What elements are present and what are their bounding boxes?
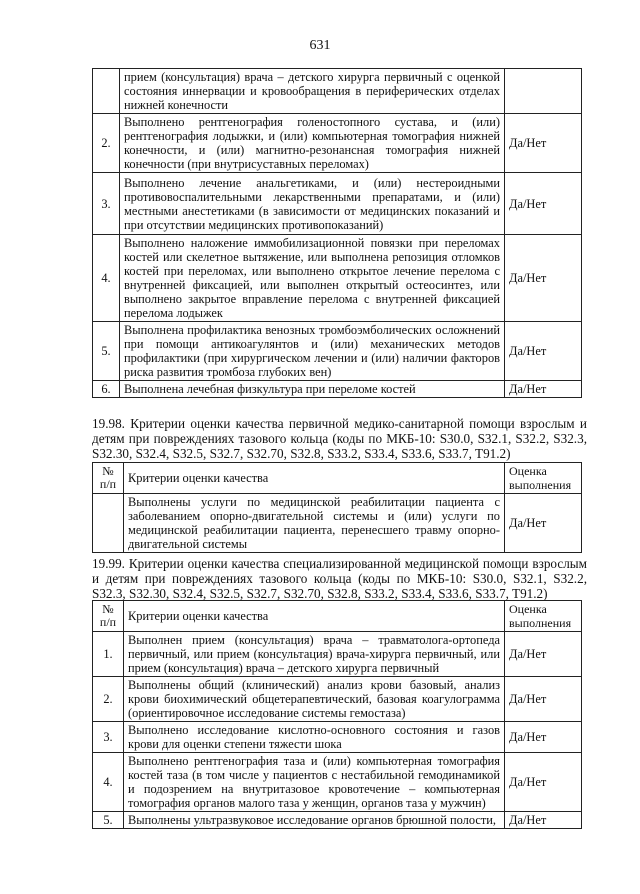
answer-cell: Да/Нет bbox=[505, 753, 582, 812]
row-number: 2. bbox=[93, 114, 120, 173]
column-header-number: № п/п bbox=[93, 463, 124, 494]
column-header-answer: Оценка выполнения bbox=[505, 601, 582, 632]
criterion-text: прием (консультация) врача – детского хирурга первичный с оценкой состояния иннервации и кровообращения в периферических отделах нижней конечности bbox=[120, 69, 505, 114]
table-row bbox=[93, 322, 582, 381]
table-row bbox=[93, 677, 582, 722]
answer-cell: Да/Нет bbox=[505, 322, 582, 381]
table-row bbox=[93, 114, 582, 173]
row-number: 2. bbox=[93, 677, 124, 722]
criterion-text: Выполнены ультразвуковое исследование органов брюшной полости, bbox=[124, 812, 505, 829]
table-row bbox=[93, 69, 582, 114]
answer-cell: Да/Нет bbox=[505, 722, 582, 753]
table-row bbox=[93, 632, 582, 677]
criteria-table-19-99 bbox=[92, 600, 582, 829]
criterion-text: Выполнено рентгенография голеностопного сустава, и (или) рентгенография лодыжки, и (или) компьютерная томография нижней конечности, и (или) магнитно-резонансная томография нижней конечности (при внутрисуставных переломах) bbox=[120, 114, 505, 173]
column-header-answer: Оценка выполнения bbox=[505, 463, 582, 494]
criteria-table-19-98 bbox=[92, 462, 582, 553]
row-number: 3. bbox=[93, 722, 124, 753]
answer-cell: Да/Нет bbox=[505, 173, 582, 235]
answer-cell: Да/Нет bbox=[505, 235, 582, 322]
table-row bbox=[93, 722, 582, 753]
criteria-table-continued bbox=[92, 68, 582, 398]
answer-cell: Да/Нет bbox=[505, 812, 582, 829]
criterion-text: Выполнена профилактика венозных тромбоэмболических осложнений при помощи антикоагулянтов и (или) механических методов профилактики (при хирургическом лечении и (или) наличии факторов риска развития тромбоза глубоких вен) bbox=[120, 322, 505, 381]
row-number: 4. bbox=[93, 235, 120, 322]
row-number: 1. bbox=[93, 632, 124, 677]
answer-cell: Да/Нет bbox=[505, 494, 582, 553]
row-number: 5. bbox=[93, 812, 124, 829]
criterion-text: Выполнено исследование кислотно-основного состояния и газов крови для оценки степени тяжести шока bbox=[124, 722, 505, 753]
table-row bbox=[93, 812, 582, 829]
table-header-row bbox=[93, 463, 582, 494]
section-title-19-98: 19.98. Критерии оценки качества первичной медико-санитарной помощи взрослым и детям при повреждениях тазового кольца (коды по МКБ-10: S30.0, S32.1, S32.2, S32.3, S32.30, S32.4, S32.5, S32.7, S32.70, S32.8, S33.2, S33.4, S33.6, S33.7, T91.2) bbox=[92, 416, 587, 461]
row-number bbox=[93, 69, 120, 114]
criterion-text: Выполнен прием (консультация) врача – травматолога-ортопеда первичный, или прием (консультация) врача-хирурга первичный, или прием (консультация) врача – детского хирурга первичный bbox=[124, 632, 505, 677]
table-row bbox=[93, 235, 582, 322]
row-number: 6. bbox=[93, 381, 120, 398]
section-title-19-99: 19.99. Критерии оценки качества специализированной медицинской помощи взрослым и детям при повреждениях тазового кольца (коды по МКБ-10: S30.0, S32.1, S32.2, S32.3, S32.30, S32.4, S32.5, S32.7, S32.70, S32.8, S33.2, S33.4, S33.6, S33.7, T91.2) bbox=[92, 556, 587, 601]
answer-cell: Да/Нет bbox=[505, 632, 582, 677]
row-number: 4. bbox=[93, 753, 124, 812]
table-row bbox=[93, 381, 582, 398]
answer-cell: Да/Нет bbox=[505, 677, 582, 722]
column-header-criterion: Критерии оценки качества bbox=[124, 463, 505, 494]
row-number bbox=[93, 494, 124, 553]
answer-cell bbox=[505, 69, 582, 114]
row-number: 5. bbox=[93, 322, 120, 381]
page-number: 631 bbox=[309, 38, 331, 53]
answer-cell: Да/Нет bbox=[505, 114, 582, 173]
column-header-number: № п/п bbox=[93, 601, 124, 632]
column-header-criterion: Критерии оценки качества bbox=[124, 601, 505, 632]
table-row bbox=[93, 173, 582, 235]
table-row bbox=[93, 753, 582, 812]
table-header-row bbox=[93, 601, 582, 632]
answer-cell: Да/Нет bbox=[505, 381, 582, 398]
criterion-text: Выполнено лечение анальгетиками, и (или) нестероидными противовоспалительными лекарственными препаратами, и (или) местными анестетиками (в зависимости от медицинских показаний и при отсутствии медицинских противопоказаний) bbox=[120, 173, 505, 235]
criterion-text: Выполнено рентгенография таза и (или) компьютерная томография костей таза (в том числе у пациентов с нестабильной гемодинамикой и подозрением на внутритазовое кровотечение – компьютерная томография органов малого таза у женщин, органов таза у мужчин) bbox=[124, 753, 505, 812]
table-row bbox=[93, 494, 582, 553]
criterion-text: Выполнено наложение иммобилизационной повязки при переломах костей или скелетное вытяжение, или выполнена репозиция отломков костей при переломах, или выполнено открытое лечение перелома с внутренней фиксацией, или выполнен открытый остеосинтез, или выполнено закрытое вправление перелома с внутренней фиксацией перелома лодыжек bbox=[120, 235, 505, 322]
criterion-text: Выполнены услуги по медицинской реабилитации пациента с заболеванием опорно-двигательной системы и (или) услуги по медицинской реабилитации пациента, перенесшего травму опорно-двигательной системы bbox=[124, 494, 505, 553]
row-number: 3. bbox=[93, 173, 120, 235]
criterion-text: Выполнены общий (клинический) анализ крови базовый, анализ крови биохимический общетерапевтический, базовая коагулограмма (ориентировочное исследование системы гемостаза) bbox=[124, 677, 505, 722]
criterion-text: Выполнена лечебная физкультура при переломе костей bbox=[120, 381, 505, 398]
